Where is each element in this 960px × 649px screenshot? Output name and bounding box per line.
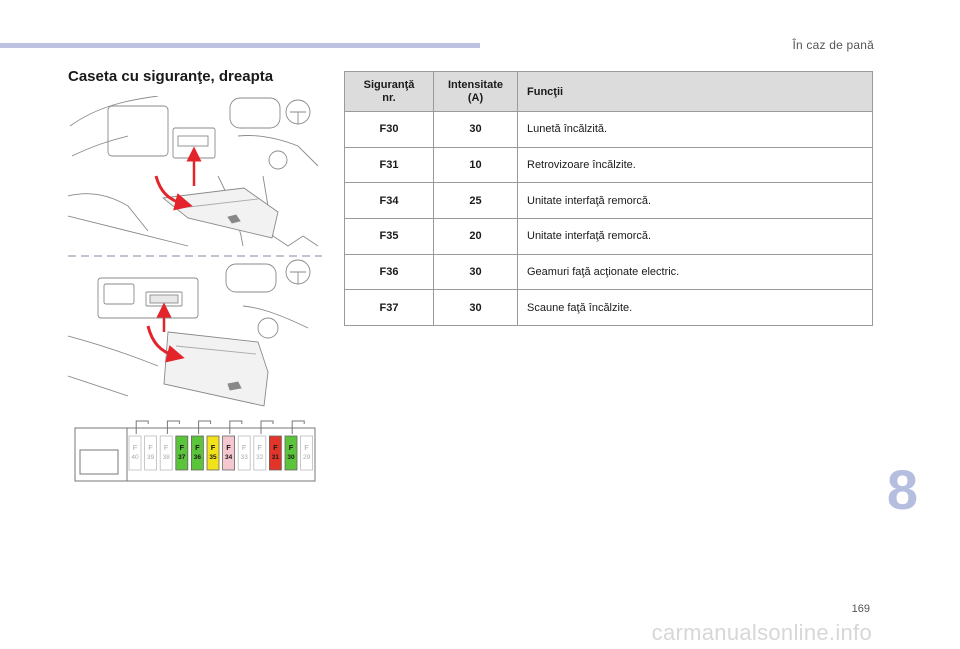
fuse-number: F36 [345,254,434,290]
fuse-prefix: F [273,443,278,452]
fuse-prefix: F [132,443,138,452]
table-row [345,112,873,148]
fuse-number: F31 [345,147,434,183]
fuse-body [269,436,281,470]
fuse-amps: 30 [434,112,518,148]
fuse-function: Geamuri faţă acţionate electric. [518,254,873,290]
fuse-prefix: F [179,443,185,452]
fuse-prefix: F [241,443,247,452]
header-fuse-number: Siguranţă nr. [345,72,434,112]
table-row [345,254,873,290]
fuse-label: 36 [193,454,202,461]
fuse-31 [269,436,281,470]
fuse-label: 40 [131,454,139,461]
chapter-number: 8 [886,458,918,521]
page-number: 169 [851,603,870,615]
fuse-body [191,436,203,470]
fuse-function: Retrovizoare încălzite. [518,147,873,183]
fuse-label: 38 [162,454,170,461]
table-row [345,290,873,326]
header-accent-bar [0,43,480,48]
fuse-body [129,436,141,470]
fuse-body [254,436,266,470]
fuse-39 [145,436,157,470]
fuse-label: 30 [287,454,295,461]
fuse-function: Unitate interfaţă remorcă. [518,219,873,255]
chapter-title: În caz de pană [792,38,874,52]
fuse-prefix: F [288,443,294,452]
fuse-body [238,436,250,470]
fusebox-location-illustration [68,96,322,412]
fuse-label: 32 [256,454,264,461]
fuse-prefix: F [148,443,153,452]
fuse-table [344,71,873,326]
fuse-label: 33 [240,454,248,461]
fuse-amps: 30 [434,254,518,290]
fuse-label: 35 [209,454,217,461]
fuse-body [207,436,219,470]
fuse-number: F34 [345,183,434,219]
fuse-function: Scaune faţă încălzite. [518,290,873,326]
fuse-prefix: F [195,443,200,452]
fusebox-diagram [74,420,316,482]
fuse-amps: 10 [434,147,518,183]
fuse-prefix: F [163,443,169,452]
table-row [345,183,873,219]
fuse-label: 37 [178,454,186,461]
header-functions: Funcţii [518,72,873,112]
fuse-amps: 30 [434,290,518,326]
fuse-number: F37 [345,290,434,326]
fuse-body [223,436,235,470]
fuse-function: Lunetă încălzită. [518,112,873,148]
fuse-29 [301,436,313,470]
fuse-prefix: F [210,443,216,452]
fuse-prefix: F [226,443,231,452]
fuse-label: 29 [302,454,311,461]
table-row [345,147,873,183]
fuse-label: 31 [271,454,280,461]
fuse-prefix: F [257,443,263,452]
fuse-number: F35 [345,219,434,255]
fuse-body [285,436,297,470]
fuse-body [145,436,157,470]
section-title: Caseta cu siguranţe, dreapta [68,68,274,85]
header-amperage: Intensitate (A) [434,72,518,112]
fuse-prefix: F [304,443,309,452]
fuse-37 [176,436,188,470]
table-row [345,219,873,255]
fuse-body [160,436,172,470]
fuse-body [301,436,313,470]
fuse-33 [238,436,250,470]
fuse-number: F30 [345,112,434,148]
fuse-amps: 25 [434,183,518,219]
fuse-amps: 20 [434,219,518,255]
fuse-label: 39 [146,454,155,461]
table-header-row [345,72,873,112]
watermark: carmanualsonline.info [651,620,872,645]
fuse-label: 34 [224,454,233,461]
fuse-body [176,436,188,470]
fuse-35 [207,436,219,470]
fuse-function: Unitate interfaţă remorcă. [518,183,873,219]
